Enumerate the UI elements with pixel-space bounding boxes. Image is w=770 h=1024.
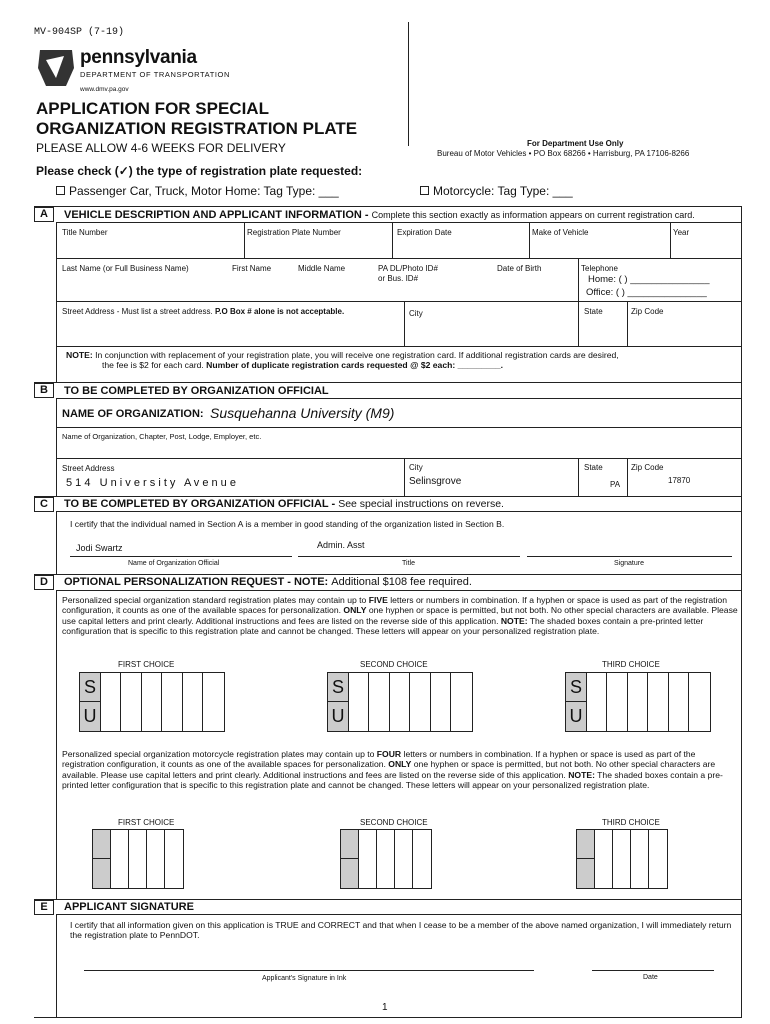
p1-note: NOTE: — [500, 615, 528, 626]
organization-value[interactable]: Susquehanna University (M9) — [210, 405, 395, 421]
moto-first-choice-label: FIRST CHOICE — [118, 818, 175, 827]
plate-character-box[interactable] — [121, 673, 142, 731]
first-name-label: First Name — [232, 264, 272, 273]
telephone-label: Telephone — [581, 264, 618, 273]
section-d-title: OPTIONAL PERSONALIZATION REQUEST - NOTE: — [64, 576, 329, 588]
rule — [578, 258, 579, 346]
preprinted-box — [577, 830, 595, 859]
rule — [627, 301, 628, 346]
date-line[interactable] — [592, 970, 714, 971]
plate-character-box[interactable] — [595, 830, 613, 888]
plate-grid — [565, 672, 711, 732]
plate-character-box[interactable] — [413, 830, 430, 888]
check-prompt: Please check (✓) the type of registration plate requested: — [36, 164, 363, 178]
motorcycle-option[interactable] — [420, 184, 573, 198]
section-d-heading — [64, 576, 472, 588]
org-zip-value[interactable]: 17870 — [668, 476, 691, 485]
preprinted-letter: S — [331, 676, 344, 697]
plate-grid — [92, 829, 184, 889]
standard-plate-instructions — [62, 595, 738, 637]
org-city-value[interactable]: Selinsgrove — [409, 476, 462, 487]
plate-number-label: Registration Plate Number — [247, 228, 341, 237]
rule — [670, 222, 671, 258]
plate-character-box[interactable] — [165, 830, 182, 888]
plate-character-box[interactable] — [129, 830, 147, 888]
form-title-line1: APPLICATION FOR SPECIAL — [36, 99, 269, 118]
rule — [741, 574, 742, 900]
plate-character-box[interactable] — [395, 830, 413, 888]
org-zip-label: Zip Code — [631, 463, 664, 472]
org-street-label: Street Address — [62, 464, 115, 473]
rule — [34, 496, 742, 497]
plate-character-box[interactable] — [203, 673, 223, 731]
section-a-note: Complete this section exactly as information appears on current registration card. — [371, 210, 695, 220]
rule — [741, 496, 742, 576]
third-choice-label: THIRD CHOICE — [602, 660, 660, 669]
plate-character-box[interactable] — [631, 830, 649, 888]
moto-third-choice-label: THIRD CHOICE — [602, 818, 660, 827]
official-name-value[interactable]: Jodi Swartz — [76, 543, 123, 553]
checkbox-icon[interactable] — [420, 186, 429, 195]
first-choice-label: FIRST CHOICE — [118, 660, 175, 669]
section-e-heading: APPLICANT SIGNATURE — [64, 901, 194, 913]
form-title-line2: ORGANIZATION REGISTRATION PLATE — [36, 119, 358, 138]
rule — [244, 222, 245, 258]
home-phone-field[interactable]: Home: ( ) _______________ — [588, 274, 710, 285]
preprinted-box — [341, 859, 359, 888]
rule — [741, 899, 742, 1018]
rule — [56, 458, 742, 459]
p1d: The shaded boxes contain a pre-printed letter configuration that is specific to this registration plate and cannot be changed. These letters will appear on your personalized registration plate. — [62, 615, 704, 637]
make-label: Make of Vehicle — [532, 228, 589, 237]
plate-character-box[interactable] — [377, 830, 395, 888]
plate-character-box[interactable] — [410, 673, 431, 731]
plate-character-box[interactable] — [147, 830, 165, 888]
dob-label: Date of Birth — [497, 264, 542, 273]
p1a: Personalized special organization standard registration plates may contain up to — [62, 595, 369, 605]
motorcycle-plate-instructions — [62, 749, 738, 791]
zip-label: Zip Code — [631, 307, 664, 316]
plate-character-box[interactable] — [431, 673, 452, 731]
agency-name: pennsylvania — [80, 47, 197, 68]
passenger-option[interactable] — [56, 184, 339, 198]
rule — [70, 556, 292, 557]
applicant-signature-label: Applicant's Signature in Ink — [262, 975, 347, 982]
rule — [56, 301, 742, 302]
rule — [56, 914, 57, 1018]
rule — [34, 899, 742, 900]
p2c: one hyphen or space is permitted, but not both. No other special characters are available. Please use capital letters and print clearly. Additional instructions and fees are listed on the reverse side of this application. — [62, 759, 716, 780]
plate-character-box[interactable] — [689, 673, 709, 731]
applicant-certification: I certify that all information given on this application is TRUE and CORRECT and that when I cease to be a member of the above named organization, I will immediately return the registration plate to PennDOT. — [70, 920, 732, 941]
plate-character-box[interactable] — [607, 673, 628, 731]
p2a: Personalized special organization motorcycle registration plates may contain up to — [62, 749, 377, 759]
p2b: letters or numbers in combination. If a hyphen or space is used as part of the registration configuration, it counts as one of the available spaces for personalization. — [62, 749, 696, 770]
section-a-title: VEHICLE DESCRIPTION AND APPLICANT INFORMATION - — [64, 209, 369, 221]
rule — [627, 458, 628, 496]
plate-character-box[interactable] — [162, 673, 183, 731]
note-label: NOTE: — [66, 350, 93, 360]
preprinted-letter: U — [83, 705, 97, 726]
section-c-heading — [64, 498, 504, 510]
preprinted-box — [328, 673, 349, 702]
plate-character-box[interactable] — [649, 830, 666, 888]
plate-character-box[interactable] — [451, 673, 471, 731]
organization-hint: Name of Organization, Chapter, Post, Lodge, Employer, etc. — [62, 432, 262, 441]
membership-certification: I certify that the individual named in Section A is a member in good standing of the organization listed in Section B. — [70, 519, 505, 529]
section-e-letter: E — [34, 900, 54, 915]
rule — [56, 346, 742, 347]
expiration-label: Expiration Date — [397, 228, 452, 237]
p1c: one hyphen or space is permitted, but not both. No other special characters are available. Please use capital letters and print clearly. Additional instructions and fees are listed on the reverse side of this application. — [62, 605, 738, 626]
motorcycle-option-label: Motorcycle: Tag Type: ___ — [433, 184, 573, 198]
street-address-label — [62, 307, 344, 316]
official-title-value[interactable]: Admin. Asst — [317, 540, 365, 550]
org-city-label: City — [409, 463, 423, 472]
p2-only: ONLY — [388, 759, 412, 770]
title-number-label: Title Number — [62, 228, 108, 237]
plate-character-box[interactable] — [587, 673, 608, 731]
preprinted-box — [341, 830, 359, 859]
moto-second-choice-label: SECOND CHOICE — [360, 818, 428, 827]
preprinted-box — [577, 859, 595, 888]
page-number: 1 — [382, 1002, 388, 1013]
rule — [56, 914, 742, 915]
registration-card-note — [66, 350, 738, 371]
note-text: In conjunction with replacement of your registration plate, you will receive one registration card. If additional registration cards are desired, — [95, 350, 619, 360]
plate-character-box[interactable] — [142, 673, 163, 731]
official-signature-label: Signature — [614, 560, 644, 567]
official-name-label: Name of Organization Official — [128, 560, 220, 567]
rule — [56, 511, 742, 512]
second-choice-label: SECOND CHOICE — [360, 660, 428, 669]
rule — [404, 458, 405, 496]
last-name-label: Last Name (or Full Business Name) — [62, 264, 189, 273]
form-id: MV-904SP (7-19) — [34, 27, 125, 38]
plate-character-box[interactable] — [669, 673, 690, 731]
city-label: City — [409, 309, 423, 318]
rule — [34, 1017, 742, 1018]
signature-line[interactable] — [527, 556, 732, 557]
rule — [529, 222, 530, 258]
section-d-note: Additional $108 fee required. — [331, 576, 472, 588]
preprinted-box — [80, 673, 101, 702]
middle-name-label: Middle Name — [298, 264, 346, 273]
plate-character-box[interactable] — [648, 673, 669, 731]
note-text-2: the fee is $2 for each card. — [102, 360, 204, 371]
rule — [56, 222, 57, 382]
preprinted-box — [93, 859, 111, 888]
preprinted-letter: S — [569, 676, 582, 697]
office-phone-field[interactable]: Office: ( ) _______________ — [586, 287, 707, 298]
org-state-value[interactable]: PA — [610, 480, 621, 489]
plate-character-box[interactable] — [369, 673, 390, 731]
preprinted-box — [93, 830, 111, 859]
rule — [34, 382, 742, 383]
plate-character-box[interactable] — [111, 830, 129, 888]
section-c-title: TO BE COMPLETED BY ORGANIZATION OFFICIAL - — [64, 498, 336, 510]
preprinted-box — [566, 702, 587, 731]
rule — [56, 511, 57, 574]
preprinted-letter: U — [569, 705, 583, 726]
plate-character-box[interactable] — [359, 830, 377, 888]
plate-character-box[interactable] — [390, 673, 411, 731]
official-title-label: Title — [402, 560, 415, 567]
plate-grid — [576, 829, 668, 889]
rule — [56, 398, 57, 496]
rule — [404, 301, 405, 346]
dl-label-2: or Bus. ID# — [378, 274, 419, 283]
delivery-notice: PLEASE ALLOW 4-6 WEEKS FOR DELIVERY — [36, 141, 286, 155]
rule — [56, 590, 742, 591]
agency-department: DEPARTMENT OF TRANSPORTATION — [80, 70, 231, 79]
agency-website: www.dmv.pa.gov — [80, 86, 129, 93]
year-label: Year — [673, 228, 690, 237]
keystone-logo-icon — [36, 48, 76, 88]
p1-only: ONLY — [343, 605, 367, 616]
duplicate-cards-field[interactable]: Number of duplicate registration cards requested @ $2 each: _________. — [206, 360, 504, 371]
rule — [56, 427, 742, 428]
p2-four: FOUR — [376, 749, 402, 759]
section-c-note: See special instructions on reverse. — [338, 498, 504, 510]
preprinted-box — [566, 673, 587, 702]
rule — [741, 206, 742, 496]
section-b-heading: TO BE COMPLETED BY ORGANIZATION OFFICIAL — [64, 385, 329, 397]
plate-character-box[interactable] — [613, 830, 631, 888]
section-d-letter: D — [34, 575, 54, 590]
rule — [34, 574, 742, 575]
organization-label: NAME OF ORGANIZATION: — [62, 408, 204, 420]
p2d: The shaded boxes contain a pre-printed letter configuration that is specific to this registration plate and cannot be changed. These letters will appear on your personalized registration plate. — [62, 769, 723, 791]
org-street-value[interactable]: 5 1 4 U n i v e r s i t y A v e n u e — [66, 477, 236, 489]
rule — [392, 222, 393, 258]
preprinted-letter: S — [83, 676, 96, 697]
plate-character-box[interactable] — [183, 673, 204, 731]
plate-grid — [79, 672, 225, 732]
dl-label-1: PA DL/Photo ID# — [378, 264, 438, 273]
rule — [56, 258, 742, 259]
checkbox-icon[interactable] — [56, 186, 65, 195]
org-state-label: State — [584, 463, 603, 472]
section-c-letter: C — [34, 497, 54, 512]
rule — [56, 398, 742, 399]
rule — [578, 458, 579, 496]
section-a-top-rule — [34, 206, 742, 207]
preprinted-box — [80, 702, 101, 731]
plate-grid — [327, 672, 473, 732]
street-bold: P.O Box # alone is not acceptable. — [214, 307, 345, 316]
section-b-letter: B — [34, 383, 54, 398]
date-label: Date — [643, 974, 658, 981]
p1b: letters or numbers in combination. If a hyphen or space is used as part of the registration configuration, it counts as one of the available spaces for personalization. — [62, 595, 727, 616]
p2-note: NOTE: — [568, 769, 595, 780]
dept-use-title: For Department Use Only — [527, 139, 624, 148]
section-a-letter: A — [34, 207, 54, 222]
rule — [298, 556, 520, 557]
plate-character-box[interactable] — [101, 673, 122, 731]
preprinted-letter: U — [331, 705, 345, 726]
dept-use-address: Bureau of Motor Vehicles • PO Box 68266 • Harrisburg, PA 17106-8266 — [437, 149, 690, 158]
preprinted-box — [328, 702, 349, 731]
applicant-signature-line[interactable] — [84, 970, 534, 971]
rule — [56, 222, 742, 223]
plate-character-box[interactable] — [349, 673, 370, 731]
p1-five: FIVE — [368, 595, 388, 605]
plate-grid — [340, 829, 432, 889]
header-divider — [408, 22, 409, 146]
street-plain: Street Address - Must list a street address. — [62, 307, 213, 316]
section-a-heading — [64, 209, 695, 221]
plate-character-box[interactable] — [628, 673, 649, 731]
rule — [56, 590, 57, 900]
passenger-option-label: Passenger Car, Truck, Motor Home: Tag Type: ___ — [69, 184, 339, 198]
state-label: State — [584, 307, 603, 316]
